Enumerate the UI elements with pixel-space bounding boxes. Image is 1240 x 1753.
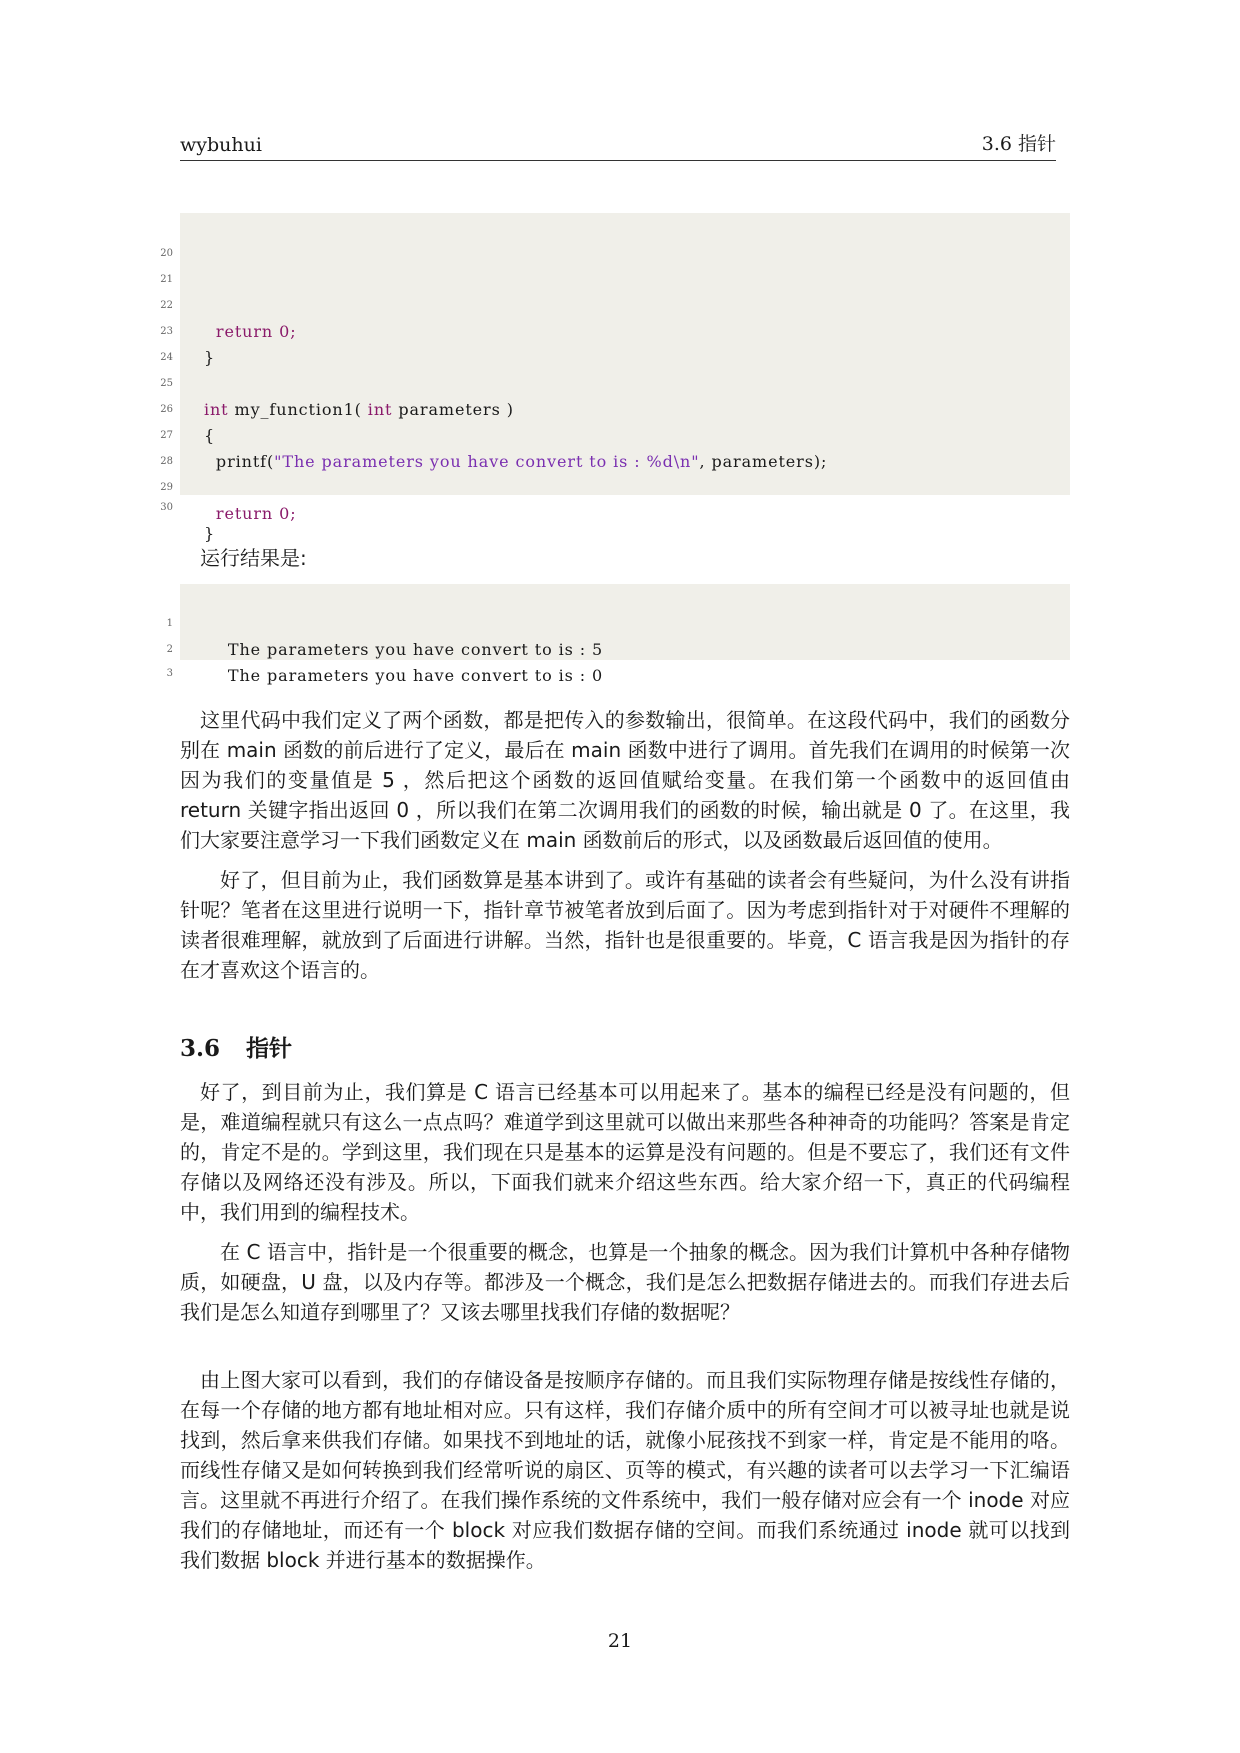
code-text: }: [203, 524, 216, 543]
section-title: 指针: [246, 1035, 293, 1062]
line-number: 1: [166, 618, 173, 629]
running-header: [180, 130, 1056, 161]
code-text: The parameters you have convert to is : 5: [203, 640, 604, 659]
result-label: 运行结果是:: [200, 546, 307, 570]
line-number: 2: [166, 644, 173, 655]
section-number: 3.6: [180, 1035, 221, 1062]
body-paragraph: 好了，到目前为止，我们算是 C 语言已经基本可以用起来了。基本的编程已经是没有问题的，但是，难道编程就只有这么一点点吗？难道学到这里就可以做出来那些各种神奇的功能吗？答案是肯定的，肯定不是的。学到这里，我们现在只是基本的运算是没有问题的。但是不要忘了，我们还有文件存储以及网络还没有涉及。所以，下面我们就来介绍这些东西。给大家介绍一下，真正的代码编程中，我们用到的编程技术。: [180, 1080, 1070, 1224]
code-line: [160, 215, 1070, 259]
line-number: 29: [160, 482, 173, 493]
line-number: 26: [160, 404, 173, 415]
line-number: 23: [160, 326, 173, 337]
code-text: return 0;: [203, 322, 297, 341]
line-number: 3: [166, 668, 173, 679]
body-paragraph: 这里代码中我们定义了两个函数，都是把传入的参数输出，很简单。在这段代码中，我们的函数分别在 main 函数的前后进行了定义，最后在 main 函数中进行了调用。首先我们在调用的时候第一次因为我们的变量值是 5 ，然后把这个函数的返回值赋给变量。在我们第一个函数中的返回值由 return 关键字指出返回 0 ，所以我们在第二次调用我们的函数的时候，输出就是 0 了。在这里，我们大家要注意学习一下我们函数定义在 main 函数前后的形式，以及函数最后返回值的使用。: [180, 708, 1070, 852]
body-paragraph: 由上图大家可以看到，我们的存储设备是按顺序存储的。而且我们实际物理存储是按线性存储的，在每一个存储的地方都有地址相对应。只有这样，我们存储介质中的所有空间才可以被寻址也就是说找到，然后拿来供我们存储。如果找不到地址的话，就像小屁孩找不到家一样，肯定是不能用的咯。而线性存储又是如何转换到我们经常听说的扇区、页等的模式，有兴趣的读者可以去学习一下汇编语言。这里就不再进行介绍了。在我们操作系统的文件系统中，我们一般存储对应会有一个 inode 对应我们的存储地址，而还有一个 block 对应我们数据存储的空间。而我们系统通过 inode 就可以找到我们数据 block 并进行基本的数据操作。: [180, 1368, 1070, 1572]
body-paragraph: 在 C 语言中，指针是一个很重要的概念，也算是一个抽象的概念。因为我们计算机中各种存储物质，如硬盘，U 盘，以及内存等。都涉及一个概念，我们是怎么把数据存储进去的。而我们存进去后我们是怎么知道存到哪里了？又该去哪里找我们存储的数据呢？: [180, 1240, 1070, 1324]
code-line: [166, 585, 1070, 659]
header-author: wybuhui: [180, 134, 262, 156]
line-number: 27: [160, 430, 173, 441]
section-heading: [180, 1030, 292, 1063]
code-block-1: [160, 213, 1070, 543]
code-text: The parameters you have convert to is : 0: [203, 666, 604, 685]
header-section: 3.6 指针: [981, 133, 1056, 155]
line-number: 28: [160, 456, 173, 467]
line-number: 20: [160, 248, 173, 259]
line-number: 21: [160, 274, 173, 285]
code-text: printf("The parameters you have convert to is : %d\n", parameters);: [203, 452, 828, 471]
code-text: {: [203, 426, 216, 445]
code-text: }: [203, 348, 216, 367]
code-block-2: [166, 584, 1070, 685]
line-number: 24: [160, 352, 173, 363]
line-number: 30: [160, 502, 173, 513]
code-text: return 0;: [203, 504, 297, 523]
code-text: int my_function1( int parameters ): [203, 400, 514, 419]
line-number: 25: [160, 378, 173, 389]
body-paragraph: 好了，但目前为止，我们函数算是基本讲到了。或许有基础的读者会有些疑问，为什么没有讲指针呢？笔者在这里进行说明一下，指针章节被笔者放到后面了。因为考虑到指针对于对硬件不理解的读者很难理解，就放到了后面进行讲解。当然，指针也是很重要的。毕竟，C 语言我是因为指针的存在才喜欢这个语言的。: [180, 868, 1070, 982]
page-number: 21: [607, 1630, 633, 1652]
line-number: 22: [160, 300, 173, 311]
